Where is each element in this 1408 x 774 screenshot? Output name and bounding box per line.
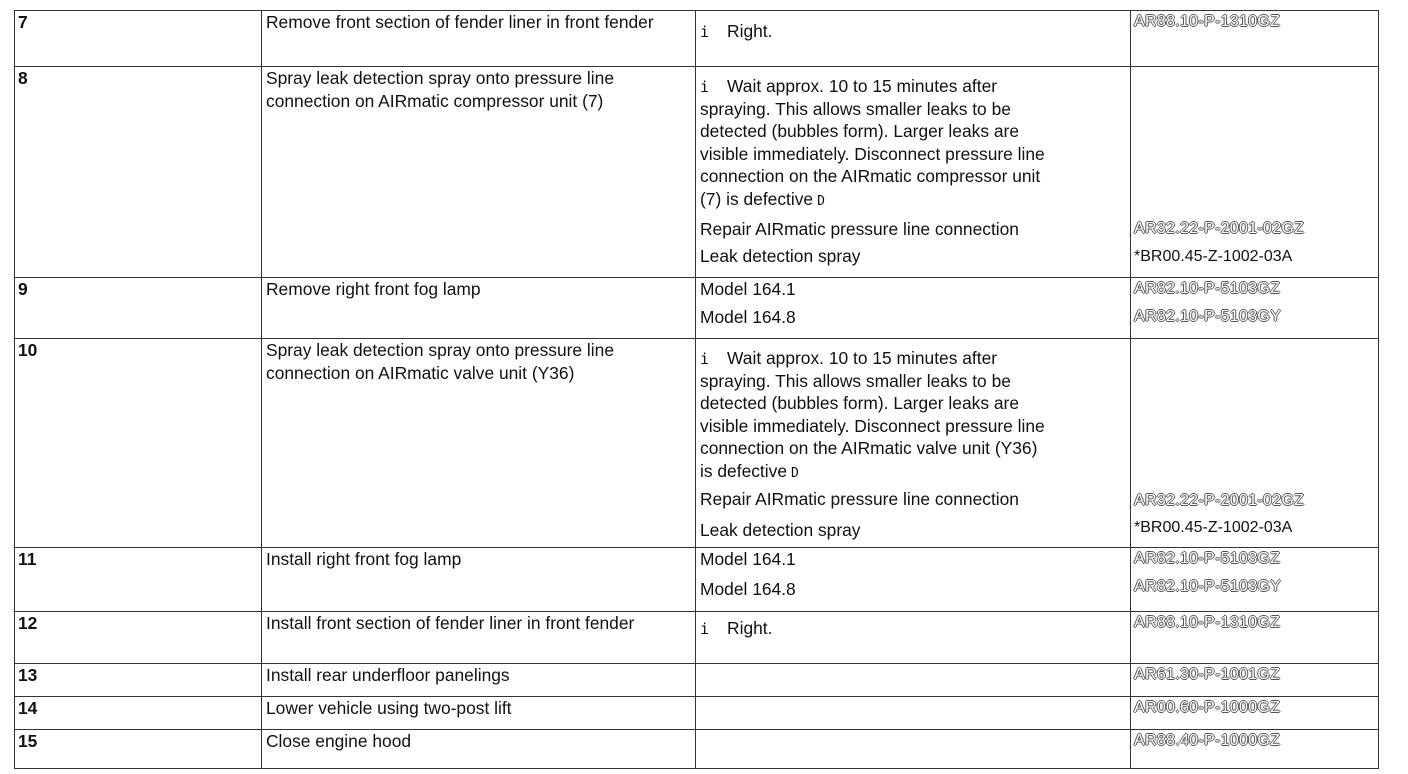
table-row bbox=[14, 547, 1379, 611]
sub-item-label: Repair AIRmatic pressure line connection bbox=[700, 489, 1019, 509]
step-number: 11 bbox=[18, 549, 37, 569]
step-number: 7 bbox=[18, 12, 28, 32]
step-note: Model 164.1 Model 164.8 bbox=[700, 279, 796, 327]
reference-link[interactable]: AR32.22-P-2001-02GZ bbox=[1134, 492, 1305, 509]
reference-link[interactable]: AR82.10-P-5103GZ bbox=[1134, 550, 1281, 567]
table-row bbox=[14, 611, 1379, 663]
table-row bbox=[14, 10, 1379, 66]
info-icon: i bbox=[700, 78, 710, 96]
step-note: i Right. bbox=[700, 21, 773, 41]
defect-marker: D bbox=[817, 193, 825, 209]
reference-link[interactable]: AR00.60-P-1000GZ bbox=[1134, 699, 1281, 716]
defect-marker: D bbox=[791, 465, 799, 481]
sub-item-label: Repair AIRmatic pressure line connection bbox=[700, 219, 1019, 239]
reference-link[interactable]: *BR00.45-Z-1002-03A bbox=[1134, 519, 1293, 536]
reference-link[interactable]: AR61.30-P-1001GZ bbox=[1134, 666, 1281, 683]
reference-link[interactable]: AR88.10-P-1310GZ bbox=[1134, 13, 1281, 30]
table-column-divider bbox=[1130, 10, 1131, 769]
reference-link[interactable]: AR88.10-P-1310GZ bbox=[1134, 614, 1281, 631]
reference-link[interactable]: AR88.40-P-1000GZ bbox=[1134, 732, 1281, 749]
step-number: 15 bbox=[18, 731, 38, 751]
table-column-divider bbox=[1378, 10, 1379, 769]
table-column-divider bbox=[261, 10, 262, 769]
procedure-table bbox=[14, 10, 1379, 769]
table-row bbox=[14, 338, 1379, 547]
reference-cell bbox=[1134, 218, 1379, 278]
table-column-divider bbox=[695, 10, 696, 769]
table-row bbox=[14, 66, 1379, 277]
info-icon: i bbox=[700, 23, 710, 41]
step-description: Install rear underfloor panelings bbox=[266, 665, 510, 685]
step-description: Spray leak detection spray onto pressure line connection on AIRmatic compressor unit (7) bbox=[266, 68, 615, 111]
table-row bbox=[14, 729, 1379, 769]
info-icon: i bbox=[700, 620, 710, 638]
step-number: 9 bbox=[18, 279, 28, 299]
step-number: 13 bbox=[18, 665, 38, 685]
step-number: 12 bbox=[18, 613, 38, 633]
step-description: Remove right front fog lamp bbox=[266, 279, 481, 299]
step-note: i Wait approx. 10 to 15 minutes after spraying. This allows smaller leaks to be detected (bubbles form). Larger leaks are visible immediately. Disconnect pressure line connection on the AIRmatic compressor unit (7) is defective D Repair AIRmatic pressure line connection Leak detection spray bbox=[700, 76, 1045, 266]
table-row bbox=[14, 696, 1379, 729]
step-description: Lower vehicle using two-post lift bbox=[266, 698, 512, 718]
step-description: Remove front section of fender liner in front fender bbox=[266, 12, 654, 32]
reference-link[interactable]: AR82.10-P-5103GY bbox=[1134, 578, 1282, 595]
reference-cell bbox=[1134, 490, 1379, 548]
reference-link[interactable]: AR32.22-P-2001-02GZ bbox=[1134, 220, 1305, 237]
step-description: Install front section of fender liner in front fender bbox=[266, 613, 635, 633]
reference-cell bbox=[1134, 548, 1379, 610]
table-row bbox=[14, 277, 1379, 338]
table-column-divider bbox=[14, 10, 15, 769]
step-number: 14 bbox=[18, 698, 38, 718]
table-row bbox=[14, 663, 1379, 696]
sub-item-label: Leak detection spray bbox=[700, 520, 861, 540]
step-note: Model 164.1 Model 164.8 bbox=[700, 549, 796, 599]
info-icon: i bbox=[700, 350, 710, 368]
step-number: 10 bbox=[18, 340, 38, 360]
step-number: 8 bbox=[18, 68, 28, 88]
sub-item-label: Leak detection spray bbox=[700, 246, 861, 266]
reference-link[interactable]: *BR00.45-Z-1002-03A bbox=[1134, 248, 1293, 265]
step-note: i Right. bbox=[700, 618, 773, 638]
step-note: i Wait approx. 10 to 15 minutes after spraying. This allows smaller leaks to be detected (bubbles form). Larger leaks are visible immediately. Disconnect pressure line connection on the AIRmatic valve unit (Y36) is defective D Repair AIRmatic pressure line connection Leak detection spray bbox=[700, 348, 1045, 540]
step-description: Install right front fog lamp bbox=[266, 549, 462, 569]
step-description: Close engine hood bbox=[266, 731, 412, 751]
reference-link[interactable]: AR82.10-P-5103GY bbox=[1134, 308, 1282, 325]
step-description: Spray leak detection spray onto pressure line connection on AIRmatic valve unit (Y36) bbox=[266, 340, 615, 383]
reference-cell bbox=[1134, 278, 1379, 338]
reference-link[interactable]: AR82.10-P-5103GZ bbox=[1134, 280, 1281, 297]
